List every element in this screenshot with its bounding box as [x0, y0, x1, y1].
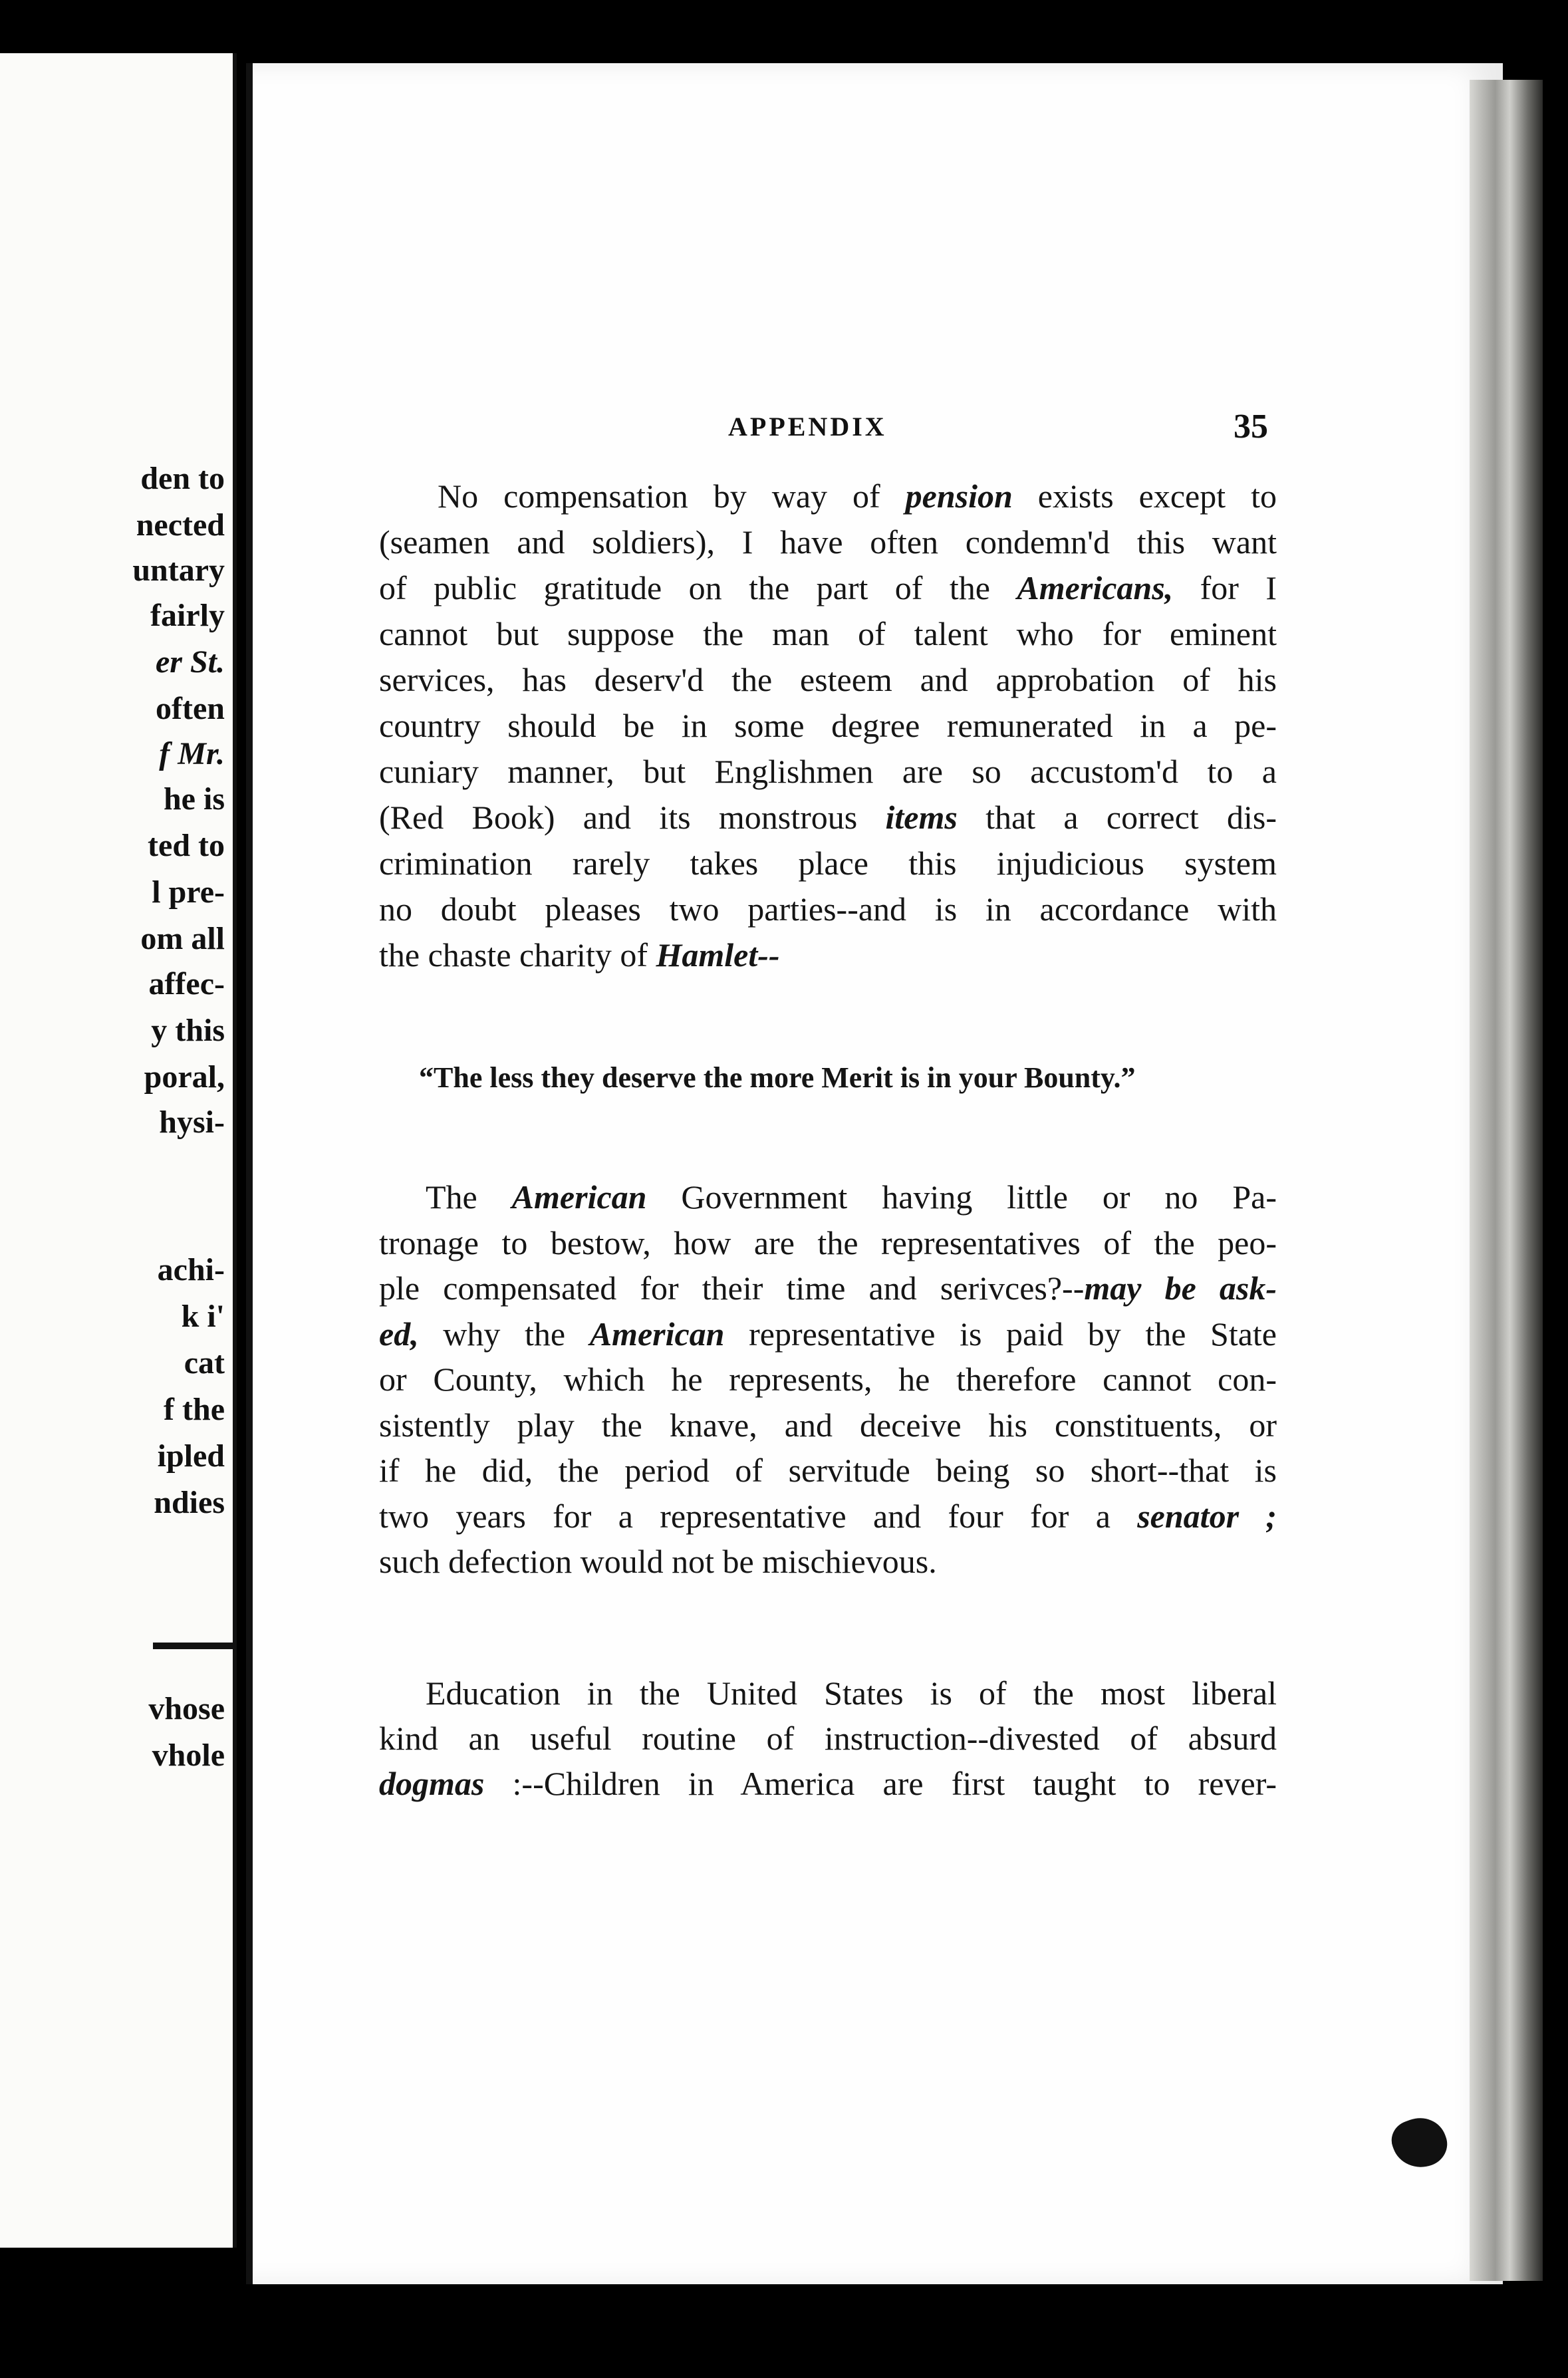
facing-page-left [0, 53, 237, 2248]
facing-page-line: fairly [150, 598, 225, 633]
paragraph-3-line: Education in the United States is of the most liberal [426, 1674, 1277, 1712]
facing-page-line: er St. [155, 644, 225, 680]
paragraph-1-line: crimination rarely takes place this injudicious system [379, 845, 1277, 882]
paragraph-1-line: the chaste charity of Hamlet-- [379, 936, 780, 974]
facing-page-line: f the [164, 1392, 225, 1427]
paragraph-1-line: country should be in some degree remunerated in a pe- [379, 707, 1277, 744]
paragraph-2-line: if he did, the period of servitude being so short--that is [379, 1452, 1277, 1489]
facing-page-line: untary [132, 553, 225, 588]
running-head: APPENDIX [728, 412, 887, 442]
paragraph-1-line: No compensation by way of pension exists except to [438, 477, 1277, 515]
facing-page-line: affec- [148, 966, 225, 1001]
page-block-edge [1470, 80, 1543, 2281]
paragraph-2-line: two years for a representative and four for a senator ; [379, 1497, 1277, 1535]
paragraph-2-line: tronage to bestow, how are the representatives of the peo- [379, 1224, 1277, 1261]
block-quote: “The less they deserve the more Merit is in your Bounty.” [419, 1061, 1136, 1094]
facing-page-line: achi- [157, 1252, 225, 1287]
paragraph-2-line: The American Government having little or no Pa- [426, 1178, 1277, 1216]
paragraph-2-line: ple compensated for their time and serivces?--may be ask- [379, 1269, 1277, 1307]
paragraph-1-line: services, has deserv'd the esteem and approbation of his [379, 661, 1277, 698]
facing-page-line: often [156, 691, 225, 726]
facing-page-line: he is [163, 781, 225, 817]
facing-page-line: hysi- [159, 1105, 225, 1140]
facing-page-line: ted to [148, 828, 225, 863]
facing-page-line: ndies [154, 1485, 225, 1520]
facing-page-line: den to [140, 461, 225, 496]
facing-page-line: f Mr. [159, 736, 225, 771]
facing-page-line: k i' [181, 1299, 225, 1334]
book-page [246, 63, 1503, 2284]
facing-page-line: l pre- [152, 874, 225, 910]
paragraph-2-line: or County, which he represents, he therefore cannot con- [379, 1361, 1277, 1398]
facing-page-line: om all [140, 921, 225, 956]
paragraph-1-line: cannot but suppose the man of talent who for eminent [379, 615, 1277, 652]
paragraph-2-line: such defection would not be mischievous. [379, 1543, 937, 1580]
paragraph-1-line: cuniary manner, but Englishmen are so accustom'd to a [379, 753, 1277, 790]
facing-page-line: ipled [157, 1438, 225, 1474]
facing-page-line: vhole [152, 1738, 225, 1773]
facing-page-line: vhose [148, 1691, 225, 1726]
facing-page-line: cat [184, 1345, 225, 1381]
facing-page-line: poral, [144, 1059, 225, 1095]
paragraph-1-line: no doubt pleases two parties--and is in accordance with [379, 890, 1277, 928]
page-number: 35 [1234, 408, 1268, 446]
paragraph-3-line: kind an useful routine of instruction--divested of absurd [379, 1720, 1277, 1757]
paragraph-1-line: (Red Book) and its monstrous items that a correct dis- [379, 799, 1277, 836]
paragraph-1-line: (seamen and soldiers), I have often condemn'd this want [379, 523, 1277, 561]
paragraph-1-line: of public gratitude on the part of the Americans, for I [379, 569, 1277, 606]
paragraph-3-line: dogmas :--Children in America are first taught to rever- [379, 1765, 1277, 1802]
facing-page-line: y this [151, 1013, 225, 1048]
paragraph-2-line: ed, why the American representative is paid by the State [379, 1315, 1277, 1353]
paragraph-2-line: sistently play the knave, and deceive his constituents, or [379, 1406, 1277, 1444]
section-rule [153, 1643, 233, 1649]
facing-page-line: nected [136, 507, 225, 543]
